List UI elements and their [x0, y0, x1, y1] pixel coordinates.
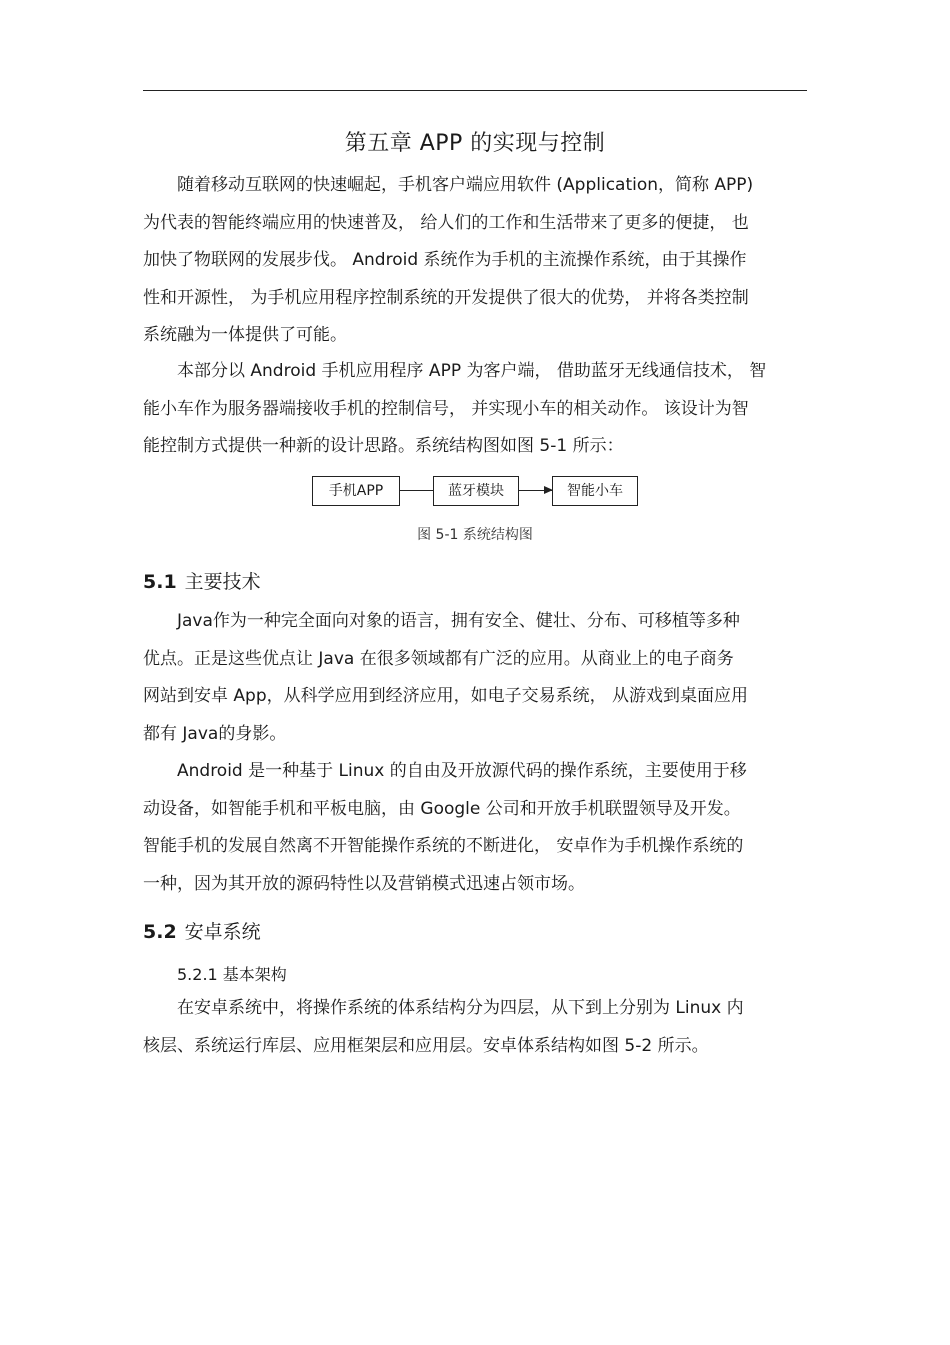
text-line: 优点。正是这些优点让 Java 在很多领域都有广泛的应用。从商业上的电子商务	[143, 648, 734, 669]
section-heading-5-1	[143, 567, 261, 594]
text-line: 一种，因为其开放的源码特性以及营销模式迅速占领市场。	[143, 873, 585, 894]
text-line: 系统融为一体提供了可能。	[143, 325, 347, 345]
text-line: 性和开源性， 为手机应用程序控制系统的开发提供了很大的优势， 并将各类控制	[143, 287, 749, 308]
section-title: 安卓系统	[184, 921, 261, 943]
system-structure-diagram	[312, 476, 642, 508]
figure-caption: 图 5-1 系统结构图	[417, 527, 533, 543]
text-line: 能小车作为服务器端接收手机的控制信号， 并实现小车的相关动作。 该设计为智	[143, 398, 749, 419]
text-line: 动设备，如智能手机和平板电脑，由 Google 公司和开放手机联盟领导及开发。	[143, 798, 741, 819]
text-line: 核层、系统运行库层、应用框架层和应用层。安卓体系结构如图 5-2 所示。	[143, 1035, 709, 1056]
section-5-2-paragraph-1	[143, 990, 807, 1065]
text-line: 在安卓系统中，将操作系统的体系结构分为四层，从下到上分别为 Linux 内	[177, 998, 744, 1018]
diagram-node-bluetooth-module: 蓝牙模块	[433, 476, 519, 506]
chapter-title: 第五章 APP 的实现与控制	[344, 131, 606, 156]
text-line: 本部分以 Android 手机应用程序 APP 为客户端， 借助蓝牙无线通信技术， 智	[177, 361, 767, 381]
section-5-1-paragraph-1	[143, 603, 807, 753]
text-line: 随着移动互联网的快速崛起，手机客户端应用软件 (Application，简称 APP)	[177, 175, 754, 195]
intro-paragraph-1	[143, 167, 807, 355]
text-line: Android 是一种基于 Linux 的自由及开放源代码的操作系统，主要使用于移	[177, 761, 747, 781]
header-rule	[143, 90, 807, 91]
section-number: 5.1	[143, 571, 177, 593]
subsection-heading-5-2-1: 5.2.1 基本架构	[177, 965, 287, 984]
text-line: Java作为一种完全面向对象的语言，拥有安全、健壮、分布、可移植等多种	[177, 611, 740, 631]
text-line: 都有 Java的身影。	[143, 723, 287, 744]
section-5-1-paragraph-2	[143, 753, 807, 903]
text-line: 智能手机的发展自然离不开智能操作系统的不断进化， 安卓作为手机操作系统的	[143, 836, 744, 856]
intro-paragraph-2	[143, 353, 807, 466]
text-line: 能控制方式提供一种新的设计思路。系统结构图如图 5-1 所示：	[143, 436, 624, 456]
text-line: 加快了物联网的发展步伐。 Android 系统作为手机的主流操作系统，由于其操作	[143, 250, 747, 270]
text-line: 为代表的智能终端应用的快速普及， 给人们的工作和生活带来了更多的便捷， 也	[143, 212, 749, 233]
diagram-arrow	[518, 490, 552, 491]
diagram-node-smart-car: 智能小车	[552, 476, 638, 506]
section-number: 5.2	[143, 921, 177, 943]
section-heading-5-2	[143, 917, 261, 944]
text-line: 网站到安卓 App，从科学应用到经济应用，如电子交易系统， 从游戏到桌面应用	[143, 686, 749, 706]
section-title: 主要技术	[184, 571, 261, 593]
diagram-node-phone-app: 手机APP	[312, 476, 400, 506]
